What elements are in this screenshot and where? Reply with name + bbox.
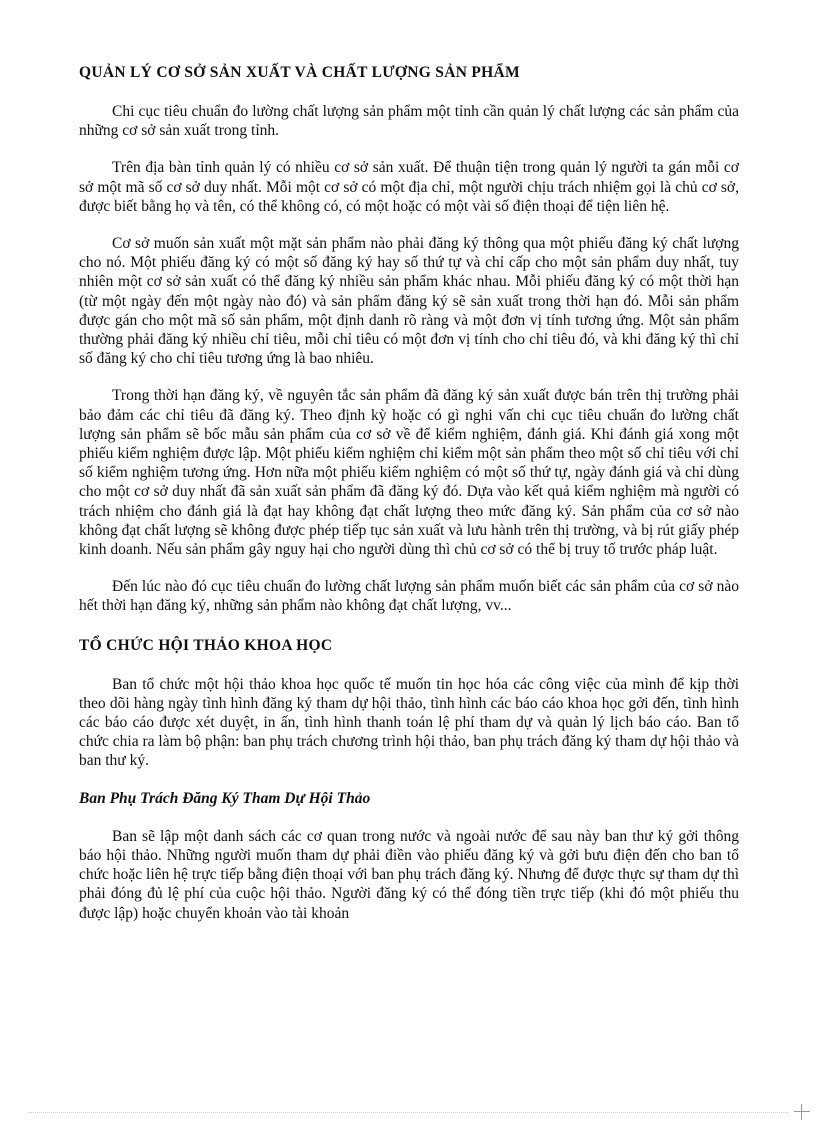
- paragraph: Trên địa bàn tỉnh quản lý có nhiều cơ sở sản xuất. Để thuận tiện trong quản lý người ta gán mỗi cơ sở một mã số cơ sở duy nhất. Mỗi một cơ sở có một địa chỉ, một người chịu trách nhiệm gọi là chủ cơ sở, được biết bằng họ và tên, có thể không có, có một hoặc có một vài số điện thoại để tiện liên hệ.: [79, 159, 739, 215]
- paragraph: Trong thời hạn đăng ký, về nguyên tắc sản phẩm đã đăng ký sản xuất được bán trên thị trường phải bảo đảm các chỉ tiêu đã đăng ký. Theo định kỳ hoặc có gì nghi vấn chi cục tiêu chuẩn đo lường chất lượng sản phẩm sẽ bốc mẫu sản phẩm của cơ sở về để kiểm nghiệm, đánh giá. Khi đánh giá xong một phiếu kiểm nghiệm được lập. Một phiếu kiểm nghiệm chỉ kiểm một sản phẩm theo một số chỉ tiêu với chỉ số kiểm nghiệm tương ứng. Hơn nữa một phiếu kiểm nghiệm có một số thứ tự, ngày đánh giá và chỉ dùng cho một cơ sở duy nhất đã sản xuất sản phẩm đã đăng ký đó. Dựa vào kết quả kiểm nghiệm mà người có trách nhiệm cho đánh giá là đạt hay không đạt chất lượng theo mức đăng ký. Sản phẩm của cơ sở nào không đạt chất lượng sẽ không được phép tiếp tục sản xuất và lưu hành trên thị trường, và bị rút giấy phép kinh doanh. Nếu sản phẩm gây nguy hại cho người dùng thì chủ cơ sở có thể bị truy tố trước pháp luật.: [79, 387, 739, 559]
- paragraph: Đến lúc nào đó cục tiêu chuẩn đo lường chất lượng sản phẩm muốn biết các sản phẩm của cơ sở nào hết thời hạn đăng ký, những sản phẩm nào không đạt chất lượng, vv...: [79, 578, 739, 615]
- paragraph: Ban sẽ lập một danh sách các cơ quan trong nước và ngoài nước để sau này ban thư ký gởi thông báo hội thảo. Những người muốn tham dự phải điền vào phiếu đăng ký và gởi bưu điện đến cho ban tổ chức hoặc liên hệ trực tiếp bằng điện thoại với ban phụ trách đăng ký. Nhưng để được thực sự tham dự thì phải đóng đủ lệ phí của cuộc hội thảo. Người đăng ký có thể đóng tiền trực tiếp (khi đó một phiếu thu được lập) hoặc chuyển khoản vào tài khoản: [79, 827, 739, 922]
- paragraph: Cơ sở muốn sản xuất một mặt sản phẩm nào phải đăng ký thông qua một phiếu đăng ký chất lượng cho nó. Một phiếu đăng ký có một số đăng ký hay số thứ tự và chỉ cấp cho một sản phẩm duy nhất, tuy nhiên một cơ sở sản xuất có thể đăng ký nhiều sản phẩm khác nhau. Mỗi phiếu đăng ký có một thời hạn (từ một ngày đến một ngày nào đó) và sản phẩm đăng ký sẽ sản xuất trong thời hạn đó. Mỗi sản phẩm được gán cho một mã số sản phẩm, một định danh rõ ràng và một đơn vị tính tương ứng. Một sản phẩm thường phải đăng ký nhiều chỉ tiêu, mỗi chỉ tiêu có một đơn vị tính cho chỉ tiêu đó, và khi đăng ký thì chỉ số đăng ký cho chỉ tiêu tương ứng là bao nhiêu.: [79, 235, 739, 368]
- paragraph: Ban tổ chức một hội thảo khoa học quốc tế muốn tin học hóa các công việc của mình để kịp thời theo dõi hàng ngày tình hình đăng ký tham dự hội thảo, tình hình các báo cáo khoa học gởi đến, tình hình các báo cáo được xét duyệt, in ấn, tình hình thanh toán lệ phí tham dự và quản lý lịch báo cáo. Ban tổ chức chia ra làm bộ phận: ban phụ trách chương trình hội thảo, ban phụ trách đăng ký tham dự hội thảo và ban thư ký.: [79, 675, 739, 770]
- page-bottom-rule: [28, 1112, 788, 1113]
- paragraph: Chi cục tiêu chuẩn đo lường chất lượng sản phẩm một tỉnh cần quản lý chất lượng các sản phẩm của những cơ sở sản xuất trong tỉnh.: [79, 103, 739, 140]
- section-heading-production: QUẢN LÝ CƠ SỞ SẢN XUẤT VÀ CHẤT LƯỢNG SẢN PHẨM: [79, 64, 520, 81]
- section-heading-conference: TỔ CHỨC HỘI THẢO KHOA HỌC: [79, 636, 333, 654]
- crop-mark-icon: [794, 1104, 810, 1120]
- document-page: [79, 62, 739, 923]
- subsection-heading: Ban Phụ Trách Đăng Ký Tham Dự Hội Thảo: [79, 789, 371, 807]
